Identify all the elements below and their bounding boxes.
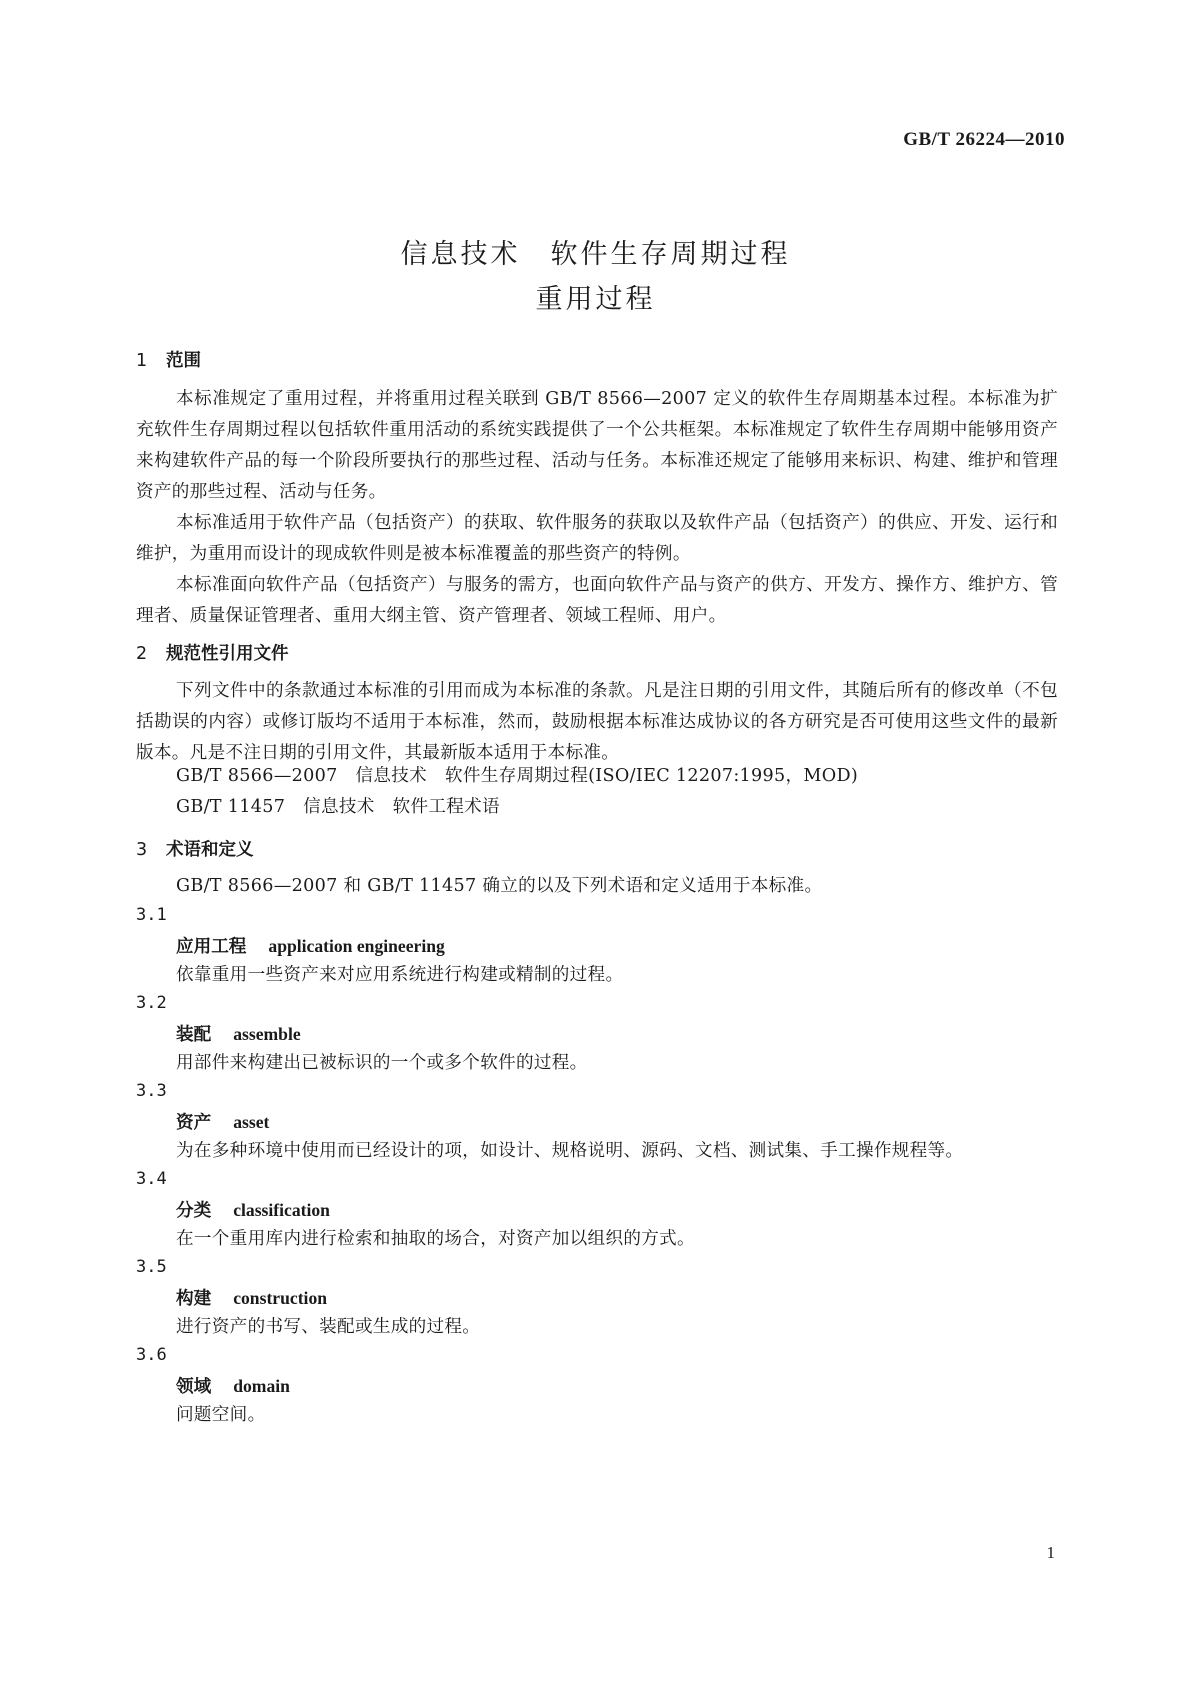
document-subtitle: 重用过程: [535, 284, 656, 315]
standard-code: GB/T 26224—2010: [903, 129, 1065, 150]
reference-item: GB/T 11457 信息技术 软件工程术语: [176, 797, 500, 817]
section-number: 2: [136, 644, 148, 664]
section-number: 3: [136, 840, 148, 860]
term-entry: [176, 1021, 301, 1046]
page-number: 1: [1046, 1543, 1055, 1562]
paragraph: 本标准面向软件产品（包括资产）与服务的需方，也面向软件产品与资产的供方、开发方、操作方、维护方、管理者、质量保证管理者、重用大纲主管、资产管理者、领域工程师、用户。: [136, 575, 1058, 626]
term-zh: 装配: [176, 1025, 212, 1045]
term-number: 3.4: [136, 1169, 167, 1189]
term-en: assemble: [233, 1024, 301, 1044]
term-en: construction: [233, 1288, 328, 1308]
document-title: 信息技术 软件生存周期过程: [400, 239, 791, 270]
term-zh: 领域: [176, 1377, 212, 1397]
term-definition: 用部件来构建出已被标识的一个或多个软件的过程。: [176, 1053, 588, 1073]
term-zh: 应用工程: [176, 937, 247, 957]
section-title: 术语和定义: [166, 840, 254, 860]
section-title: 规范性引用文件: [166, 644, 289, 664]
term-entry: [176, 1109, 269, 1134]
term-en: domain: [233, 1376, 290, 1396]
section-heading-terms: [136, 836, 254, 861]
term-definition: 在一个重用库内进行检索和抽取的场合，对资产加以组织的方式。: [176, 1229, 695, 1249]
reference-item: GB/T 8566—2007 信息技术 软件生存周期过程(ISO/IEC 12207:1995，MOD): [176, 766, 859, 786]
term-en: application engineering: [268, 936, 445, 956]
term-definition: 进行资产的书写、装配或生成的过程。: [176, 1317, 481, 1337]
term-entry: [176, 933, 445, 958]
section-title: 范围: [166, 351, 201, 371]
term-definition: 依靠重用一些资产来对应用系统进行构建或精制的过程。: [176, 965, 624, 985]
term-number: 3.6: [136, 1345, 167, 1365]
term-en: classification: [233, 1200, 330, 1220]
terms-intro: GB/T 8566—2007 和 GB/T 11457 确立的以及下列术语和定义适用于本标准。: [176, 876, 823, 896]
term-zh: 分类: [176, 1201, 212, 1221]
term-definition: 为在多种环境中使用而已经设计的项，如设计、规格说明、源码、文档、测试集、手工操作规程等。: [176, 1141, 964, 1161]
term-definition: 问题空间。: [176, 1405, 266, 1425]
term-number: 3.2: [136, 993, 167, 1013]
paragraph: 本标准规定了重用过程，并将重用过程关联到 GB/T 8566—2007 定义的软件生存周期基本过程。本标准为扩充软件生存周期过程以包括软件重用活动的系统实践提供了一个公共框架。本标准规定了软件生存周期中能够用资产来构建软件产品的每一个阶段所要执行的那些过程、活动与任务。本标准还规定了能够用来标识、构建、维护和管理资产的那些过程、活动与任务。: [136, 389, 1058, 502]
term-number: 3.3: [136, 1081, 167, 1101]
term-entry: [176, 1197, 330, 1222]
term-entry: [176, 1373, 290, 1398]
term-number: 3.1: [136, 905, 167, 925]
term-entry: [176, 1285, 327, 1310]
term-en: asset: [233, 1112, 270, 1132]
term-number: 3.5: [136, 1257, 167, 1277]
section-heading-scope: [136, 347, 201, 372]
section-number: 1: [136, 351, 148, 371]
paragraph: 本标准适用于软件产品（包括资产）的获取、软件服务的获取以及软件产品（包括资产）的供应、开发、运行和维护，为重用而设计的现成软件则是被本标准覆盖的那些资产的特例。: [136, 513, 1058, 564]
term-zh: 资产: [176, 1113, 212, 1133]
term-zh: 构建: [176, 1289, 212, 1309]
paragraph: 下列文件中的条款通过本标准的引用而成为本标准的条款。凡是注日期的引用文件，其随后所有的修改单（不包括勘误的内容）或修订版均不适用于本标准，然而，鼓励根据本标准达成协议的各方研究是否可使用这些文件的最新版本。凡是不注日期的引用文件，其最新版本适用于本标准。: [136, 681, 1058, 763]
section-heading-references: [136, 640, 289, 665]
